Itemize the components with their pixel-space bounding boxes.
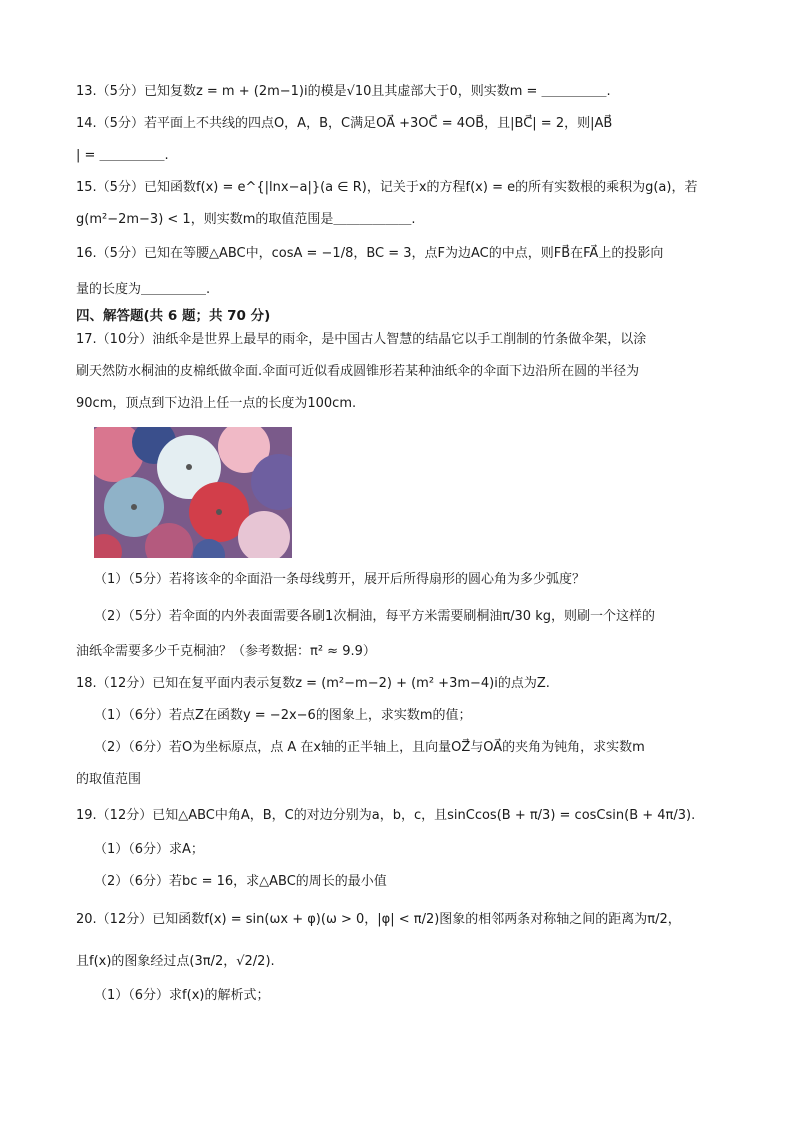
problem-14-line-1: 14.（5分）若平面上不共线的四点O，A，B，C满足OA⃗ +3OC⃗ = 4OB⃗，且|BC⃗| = 2，则|AB⃗: [76, 116, 613, 131]
q19-sub-1: （1）（6分）求A；: [94, 842, 204, 857]
q17-line-2: 刷天然防水桐油的皮棉纸做伞面.伞面可近似看成圆锥形若某种油纸伞的伞面下边沿所在圆的半径为: [76, 364, 640, 379]
q20-sub-1: （1）（6分）求f(x)的解析式；: [94, 988, 270, 1003]
q18-sub-2-line-2: 的取值范围: [76, 772, 142, 787]
q20-line-2: 且f(x)的图象经过点(3π/2，√2/2).: [76, 954, 275, 969]
q17-sub-2-line-1: （2）（5分）若伞面的内外表面需要各刷1次桐油，每平方米需要刷桐油π/30 kg，则刷一个这样的: [94, 609, 655, 624]
q17-line-3: 90cm，顶点到下边沿上任一点的长度为100cm.: [76, 396, 357, 411]
q17-sub-1: （1）（5分）若将该伞的伞面沿一条母线剪开，展开后所得扇形的圆心角为多少弧度？: [94, 572, 586, 587]
problem-14-line-2: | = ＿＿＿＿＿.: [76, 148, 169, 163]
problem-15-line-2: g(m²−2m−3) < 1，则实数m的取值范围是＿＿＿＿＿＿.: [76, 212, 416, 227]
oil-paper-umbrella-photo: [94, 427, 292, 558]
q20-line-1: 20.（12分）已知函数f(x) = sin(ωx + φ)(ω > 0，|φ| < π/2)图象的相邻两条对称轴之间的距离为π/2，: [76, 912, 681, 927]
problem-16-line-2: 量的长度为＿＿＿＿＿.: [76, 282, 211, 297]
q18-sub-1: （1）（6分）若点Z在函数y = −2x−6的图象上，求实数m的值；: [94, 708, 472, 723]
problem-16-line-1: 16.（5分）已知在等腰△ABC中，cosA = −1/8，BC = 3，点F为边AC的中点，则FB⃗在FA⃗上的投影向: [76, 246, 664, 261]
q19-sub-2: （2）（6分）若bc = 16，求△ABC的周长的最小值: [94, 874, 387, 889]
q18-line-1: 18.（12分）已知在复平面内表示复数z = (m²−m−2) + (m² +3m−4)i的点为Z.: [76, 676, 550, 691]
q17-sub-2-line-2: 油纸伞需要多少千克桐油？（参考数据：π² ≈ 9.9）: [76, 644, 376, 659]
umbrella-illustration: [94, 427, 292, 558]
q19-line-1: 19.（12分）已知△ABC中角A，B，C的对边分别为a，b，c，且sinCcos(B + π/3) = cosCsin(B + 4π/3).: [76, 808, 696, 823]
q17-line-1: 17.（10分）油纸伞是世界上最早的雨伞，是中国古人智慧的结晶它以手工削制的竹条做伞架，以涂: [76, 332, 647, 347]
section-title: 四、解答题(共 6 题；共 70 分): [76, 308, 271, 324]
problem-13: 13.（5分）已知复数z = m + (2m−1)i的模是√10且其虚部大于0，则实数m = ＿＿＿＿＿.: [76, 84, 611, 99]
problem-15-line-1: 15.（5分）已知函数f(x) = e^{|lnx−a|}(a ∈ R)，记关于x的方程f(x) = e的所有实数根的乘积为g(a)，若: [76, 180, 698, 195]
q18-sub-2-line-1: （2）（6分）若O为坐标原点，点 A 在x轴的正半轴上，且向量OZ⃗与OA⃗的夹角为钝角，求实数m: [94, 740, 645, 755]
